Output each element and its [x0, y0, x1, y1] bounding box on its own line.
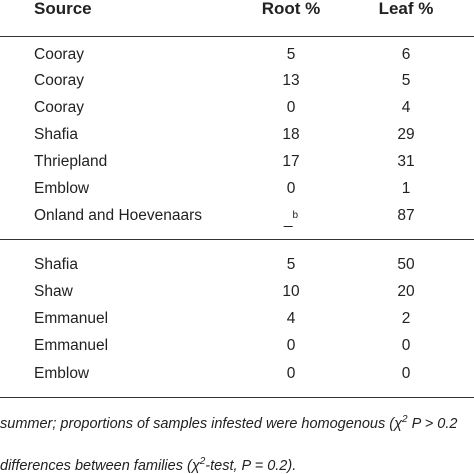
footnote-1-tail: P > 0.2: [407, 415, 458, 432]
cell-root-value: _: [283, 211, 293, 229]
header-root: Root %: [261, 0, 321, 18]
table-row: [0, 331, 474, 361]
cell-leaf: 6: [401, 46, 411, 63]
table-row: [0, 359, 474, 389]
table-row: [0, 174, 474, 204]
table-header: [0, 0, 474, 37]
cell-root: 0: [286, 180, 296, 197]
cell-source: Onland and Hoevenaars: [34, 207, 203, 224]
cell-root: 4: [286, 310, 296, 327]
cell-source: Emblow: [34, 365, 90, 382]
cell-root: 18: [282, 126, 300, 143]
cell-leaf: 0: [401, 337, 411, 354]
table-row: [0, 66, 474, 96]
cell-leaf: 87: [397, 207, 415, 224]
cell-source: Emblow: [34, 180, 90, 197]
cell-leaf: 29: [397, 126, 415, 143]
cell-source: Cooray: [34, 72, 84, 89]
table-row: [0, 250, 474, 280]
table-row: [0, 120, 474, 150]
cell-root: 5: [286, 46, 296, 63]
table-bottom-rule: [0, 397, 474, 398]
header-leaf: Leaf %: [378, 0, 434, 18]
cell-root: [252, 201, 330, 235]
footnote-2-text: differences between families (χ: [0, 457, 200, 474]
cell-source: Emmanuel: [34, 310, 109, 327]
cell-root: 17: [282, 153, 300, 170]
cell-source: Shafia: [34, 126, 78, 143]
cell-root-footnote-mark: b: [292, 210, 299, 221]
footnote-1-superscript: 2: [402, 414, 408, 425]
cell-source: Emmanuel: [34, 337, 109, 354]
cell-root: 10: [282, 283, 300, 300]
cell-root: 0: [286, 99, 296, 116]
cell-root: 5: [286, 256, 296, 273]
cell-leaf: 50: [397, 256, 415, 273]
cell-root: 0: [286, 365, 296, 382]
cell-leaf: 31: [397, 153, 415, 170]
table-row: [0, 93, 474, 123]
footnote-2-superscript: 2: [199, 456, 206, 467]
cell-leaf: 4: [401, 99, 411, 116]
cell-leaf: 1: [401, 180, 411, 197]
cell-root: 13: [282, 72, 300, 89]
table-row: [0, 201, 474, 231]
footnote-2-tail: -test, P = 0.2).: [205, 457, 297, 474]
cell-root: 0: [286, 337, 296, 354]
cell-source: Shafia: [34, 256, 78, 273]
cell-source: Cooray: [34, 99, 84, 116]
group-divider: [0, 239, 474, 240]
footnote-1-text: summer; proportions of samples infested were homogenous (χ: [0, 415, 403, 432]
footnote-line-2: [0, 456, 474, 474]
cell-source: Shaw: [34, 283, 73, 300]
header-source: Source: [34, 0, 92, 18]
table-row: [0, 277, 474, 307]
table-row: [0, 147, 474, 177]
footnote-line-1: [0, 414, 474, 432]
cell-leaf: 2: [401, 310, 411, 327]
cell-leaf: 5: [401, 72, 411, 89]
cell-leaf: 20: [397, 283, 415, 300]
cell-source: Cooray: [34, 46, 84, 63]
table-row: [0, 304, 474, 334]
cell-leaf: 0: [401, 365, 411, 382]
cell-source: Thriepland: [34, 153, 108, 170]
